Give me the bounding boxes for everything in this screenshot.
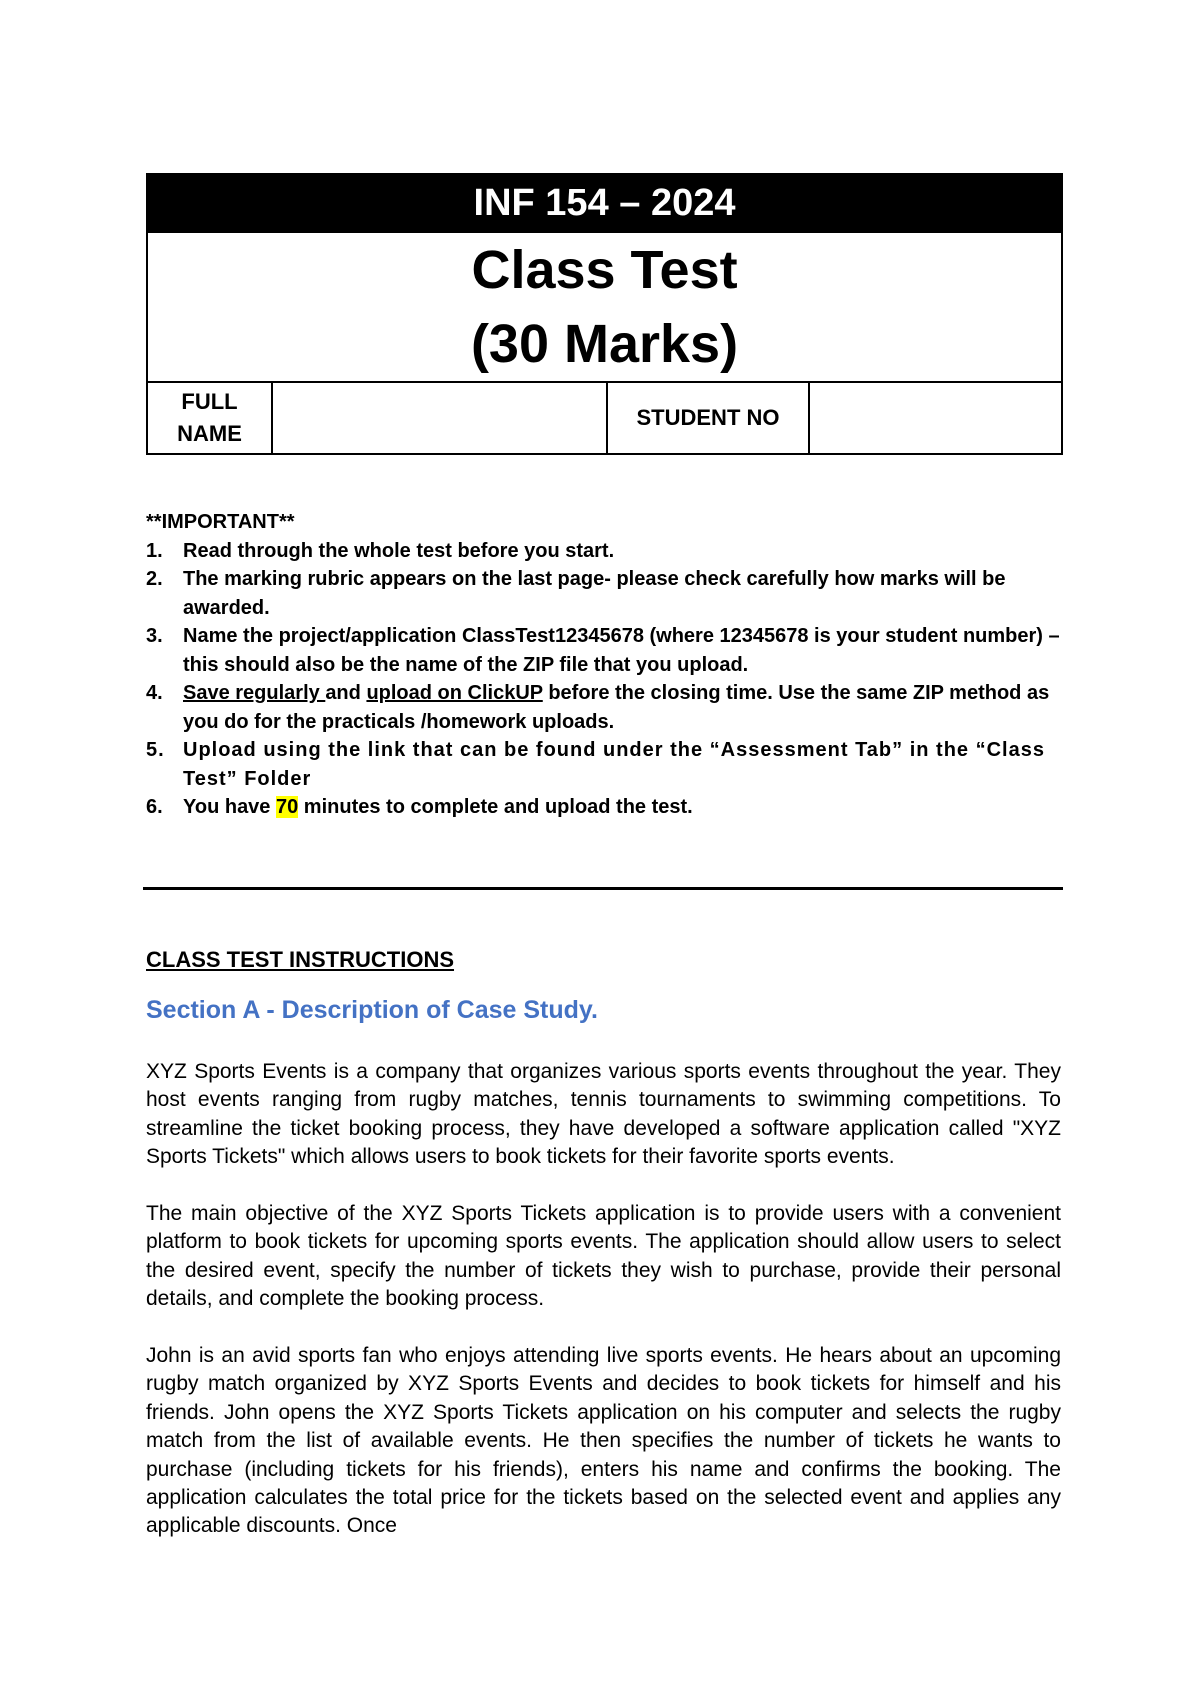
upload-clickup-link[interactable]: upload on ClickUP xyxy=(366,682,543,704)
list-item: 4. Save regularly and upload on ClickUP before the closing time. Use the same ZIP method as you do for the practicals /homework uploads. xyxy=(146,682,1050,733)
list-item: 2. The marking rubric appears on the last page- please check carefully how marks will be awarded. xyxy=(146,568,1006,619)
save-regularly-text: Save regularly xyxy=(183,682,326,704)
course-title-bar: INF 154 – 2024 xyxy=(147,174,1062,232)
minutes-highlight: 70 xyxy=(276,796,299,818)
case-study-text xyxy=(146,1058,1061,1541)
instructions-heading: CLASS TEST INSTRUCTIONS xyxy=(146,947,455,972)
student-no-label: STUDENT NO xyxy=(607,382,809,454)
full-name-field[interactable] xyxy=(272,382,607,454)
list-item: 3. Name the project/application ClassTest12345678 (where 12345678 is your student number) – this should also be the name of the ZIP file that you upload. xyxy=(146,625,1060,676)
header-table xyxy=(146,173,1063,455)
full-name-label: FULL NAME xyxy=(147,382,272,454)
test-title xyxy=(147,232,1062,382)
test-title-marks: (30 Marks) xyxy=(470,314,739,374)
section-a-title: Section A - Description of Case Study. xyxy=(146,996,598,1024)
test-title-line1: Class Test xyxy=(471,240,738,300)
paragraph: The main objective of the XYZ Sports Tickets application is to provide users with a convenient platform to book tickets for upcoming sports events. The application should allow users to select the desired event, specify the number of tickets they wish to purchase, provide their personal details, and complete the booking process. xyxy=(146,1202,1061,1311)
important-list xyxy=(146,537,1061,822)
horizontal-divider xyxy=(143,887,1063,890)
paragraph: XYZ Sports Events is a company that organizes various sports events throughout the year. They host events ranging from rugby matches, tennis tournaments to swimming competitions. To streamline the ticket booking process, they have developed a software application called "XYZ Sports Tickets" which allows users to book tickets for their favorite sports events. xyxy=(146,1060,1061,1169)
student-no-field[interactable] xyxy=(809,382,1062,454)
list-item: 6. You have 70 minutes to complete and upload the test. xyxy=(146,796,693,818)
important-heading: **IMPORTANT** xyxy=(146,511,295,533)
list-item: 1. Read through the whole test before you start. xyxy=(146,539,615,562)
paragraph: John is an avid sports fan who enjoys attending live sports events. He hears about an upcoming rugby match organized by XYZ Sports Events and decides to book tickets for himself and his friends. John opens the XYZ Sports Tickets application on his computer and selects the rugby match from the list of available events. He then specifies the number of tickets he wants to purchase (including tickets for his friends), enters his name and confirms the booking. The application calculates the total price for the tickets based on the selected event and applies any applicable discounts. Once xyxy=(146,1344,1061,1538)
list-item: 5. Upload using the link that can be found under the “Assessment Tab” in the “Class Test” Folder xyxy=(146,739,1045,790)
important-notes xyxy=(146,508,1061,822)
